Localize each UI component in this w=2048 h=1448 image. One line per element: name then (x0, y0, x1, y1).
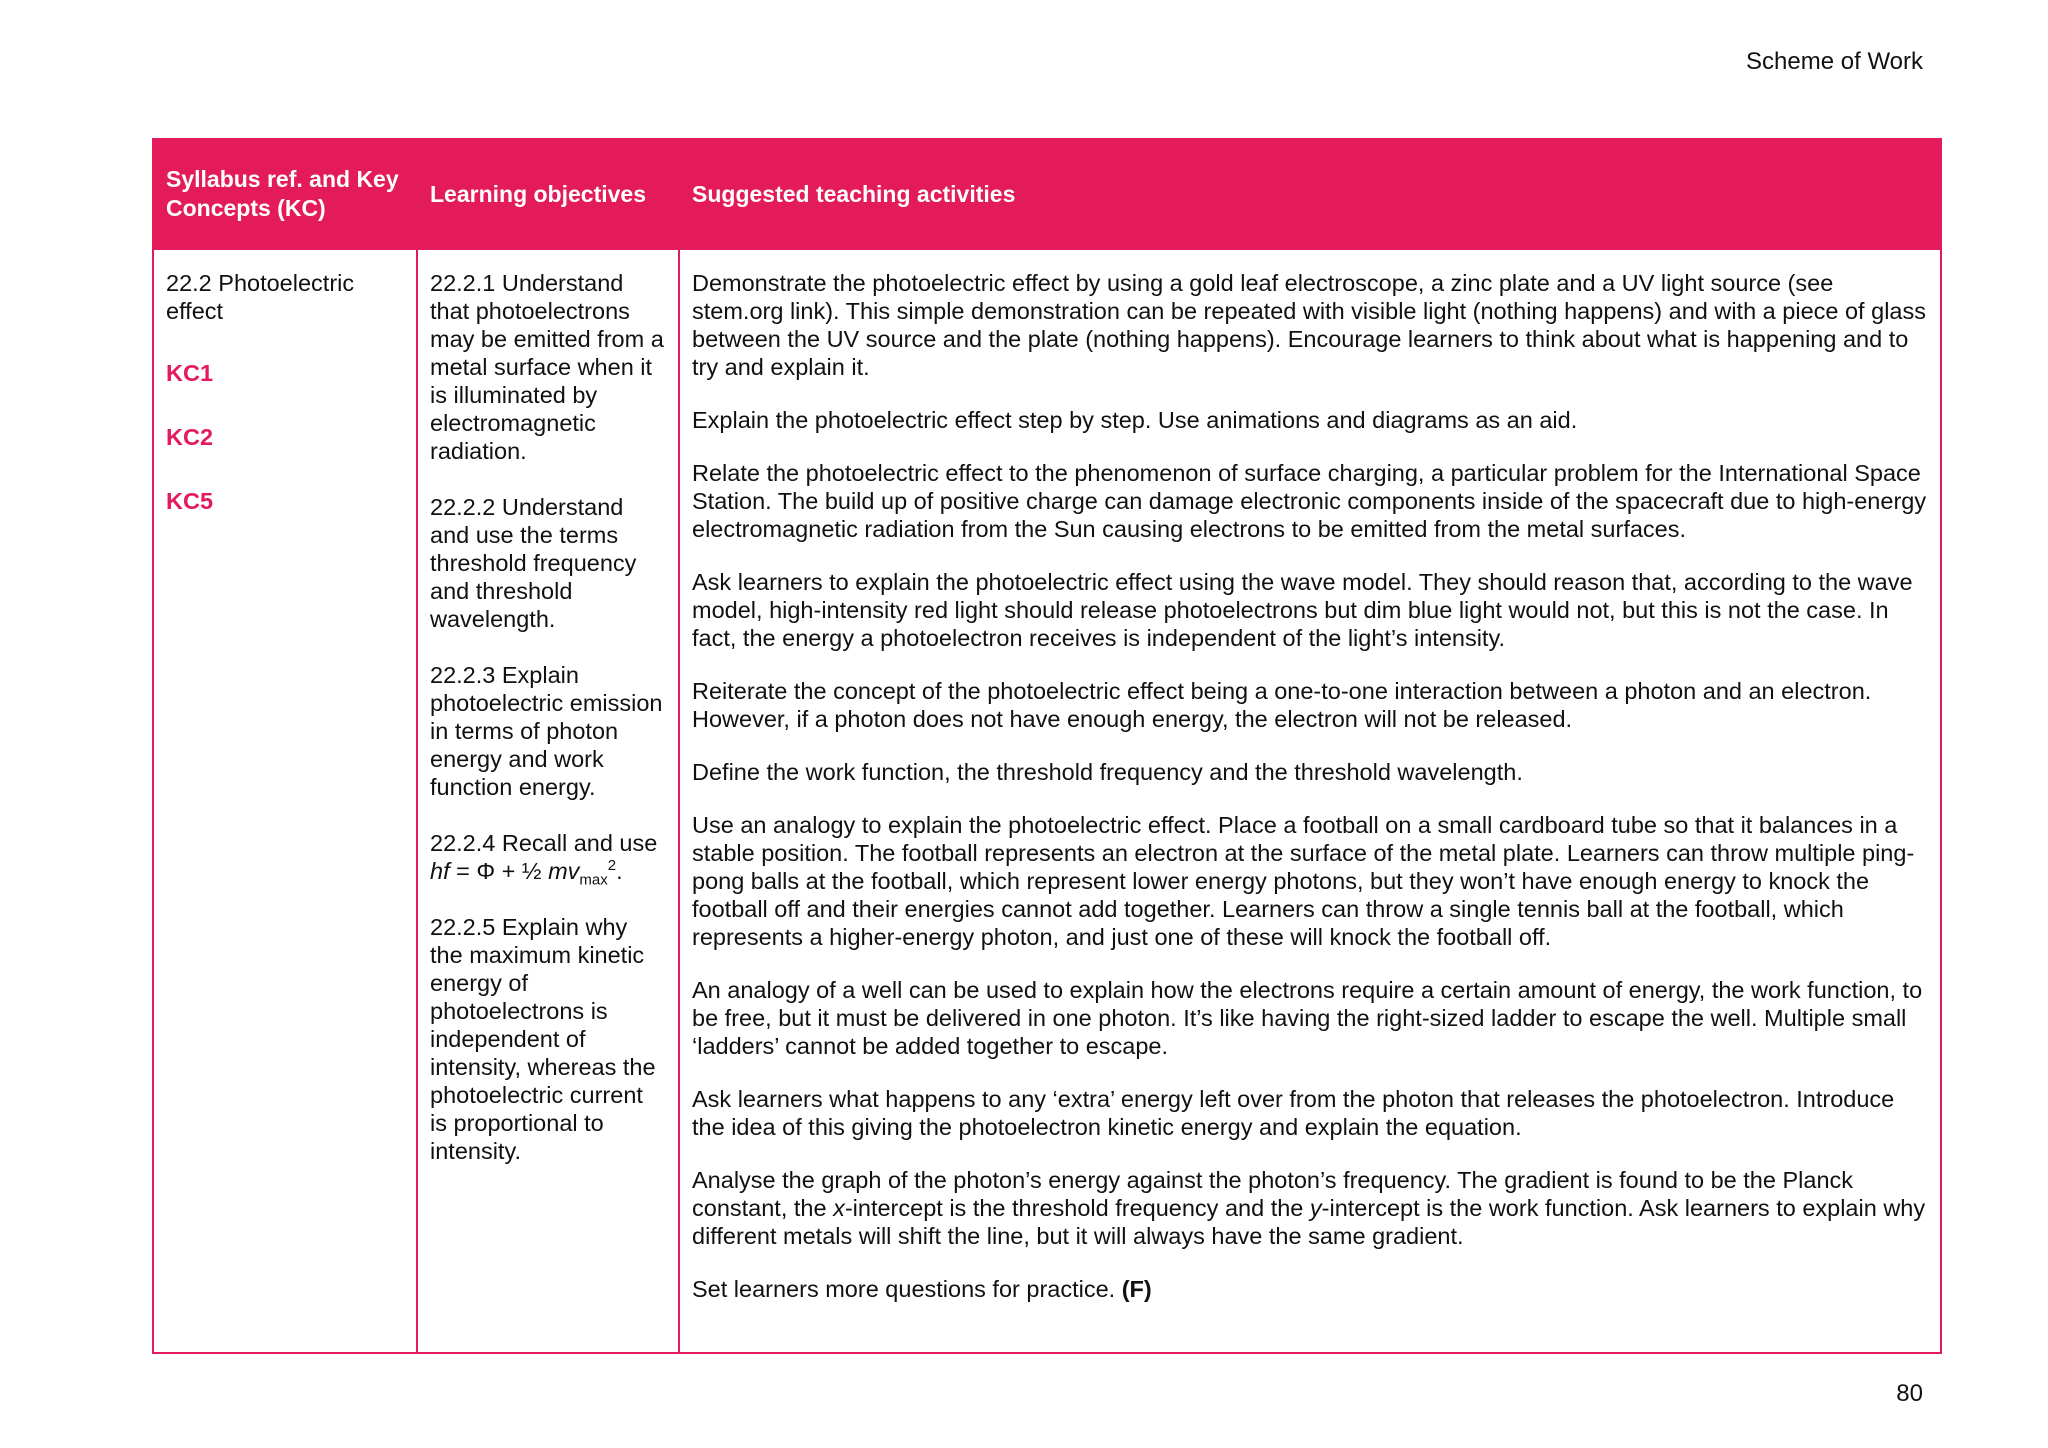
equation-end: . (616, 858, 623, 884)
header-learning-objectives: Learning objectives (417, 139, 679, 249)
page-number: 80 (1896, 1380, 1923, 1407)
table-header-row (153, 139, 1941, 249)
activity-paragraph: An analogy of a well can be used to explain how the electrons require a certain amount of energy, the work function, to be free, but it must be delivered in one photon. It’s like having the right-sized ladder to escape the well. Multiple small ‘ladders’ cannot be added together to escape. (692, 977, 1923, 1059)
objective-text: 22.2.4 Recall and use (430, 830, 658, 856)
y-variable: y (1309, 1195, 1322, 1221)
header-syllabus-ref: Syllabus ref. and Key Concepts (KC) (153, 139, 417, 249)
activity-paragraph: Define the work function, the threshold frequency and the threshold wavelength. (692, 759, 1523, 785)
formative-tag: (F) (1121, 1276, 1152, 1302)
syllabus-ref: 22.2 Photoelectric effect (166, 270, 355, 324)
objective-22-2-1: 22.2.1 Understand that photoelectrons may be emitted from a metal surface when it is illuminated by electromagnetic radiation. (430, 270, 664, 464)
objective-22-2-4 (430, 829, 666, 889)
table-row (153, 249, 1941, 1353)
key-concept-kc2: KC2 (166, 424, 214, 450)
equation-mid: = Φ + ½ (449, 858, 549, 884)
page-header-title: Scheme of Work (1746, 48, 1923, 75)
activity-paragraph: Explain the photoelectric effect step by step. Use animations and diagrams as an aid. (692, 407, 1578, 433)
equation-mv: mv (548, 858, 580, 884)
learning-objectives-cell (417, 249, 679, 1353)
activity-text: -intercept is the work function. Ask learners to explain why different metals will shift the line, but it will always have the same gradient. (692, 1195, 1926, 1249)
objective-22-2-3: 22.2.3 Explain photoelectric emission in terms of photon energy and work function energy. (430, 662, 663, 800)
activity-paragraph: Relate the photoelectric effect to the phenomenon of surface charging, a particular problem for the International Space Station. The build up of positive charge can damage electronic components inside of the spacecraft due to high-energy electromagnetic radiation from the Sun causing electrons to be emitted from the metal surfaces. (692, 460, 1927, 542)
activity-text: Analyse the graph of the photon’s energy against the photon’s frequency. The gradient is found to be the Planck constant, the (692, 1167, 1854, 1221)
syllabus-cell (153, 249, 417, 1353)
header-teaching-activities: Suggested teaching activities (679, 139, 1941, 249)
key-concept-kc1: KC1 (166, 360, 214, 386)
activity-text: Set learners more questions for practice. (692, 1276, 1122, 1302)
equation-hf: hf (430, 858, 450, 884)
activity-paragraph: Ask learners to explain the photoelectric effect using the wave model. They should reason that, according to the wave model, high-intensity red light should release photoelectrons but dim blue light would not, but this is not the case. In fact, the energy a photoelectron receives is independent of the light’s intensity. (692, 569, 1913, 651)
activity-paragraph: Demonstrate the photoelectric effect by using a gold leaf electroscope, a zinc plate and a UV light source (see stem.org link). This simple demonstration can be repeated with visible light (nothing happens) and with a piece of glass between the UV source and the plate (nothing happens). Encourage learners to think about what is happening and to try and explain it. (692, 270, 1926, 380)
objective-22-2-5: 22.2.5 Explain why the maximum kinetic energy of photoelectrons is independent of intensity, whereas the photoelectric current is proportional to intensity. (430, 914, 656, 1164)
activity-paragraph (692, 1166, 1928, 1250)
scheme-of-work-table (152, 138, 1942, 1354)
teaching-activities-cell (679, 249, 1941, 1353)
equation-superscript: 2 (607, 857, 617, 875)
equation-subscript: max (579, 871, 608, 889)
x-variable: x (833, 1195, 845, 1221)
activity-paragraph: Ask learners what happens to any ‘extra’ energy left over from the photon that releases the photoelectron. Introduce the idea of this giving the photoelectron kinetic energy and explain the equation. (692, 1086, 1895, 1140)
activity-paragraph: Reiterate the concept of the photoelectric effect being a one-to-one interaction between a photon and an electron. However, if a photon does not have enough energy, the electron will not be released. (692, 678, 1872, 732)
objective-22-2-2: 22.2.2 Understand and use the terms threshold frequency and threshold wavelength. (430, 494, 637, 632)
activity-paragraph: Use an analogy to explain the photoelectric effect. Place a football on a small cardboard tube so that it balances in a stable position. The football represents an electron at the surface of the metal plate. Learners can throw multiple ping-pong balls at the football, which represent lower energy photons, but they won’t have enough energy to knock the football off and their energies cannot add together. Learners can throw a single tennis ball at the football, which represents a higher-energy photon, and just one of these will knock the football off. (692, 812, 1915, 950)
activity-paragraph (692, 1275, 1928, 1303)
activity-text: -intercept is the threshold frequency and the (844, 1195, 1310, 1221)
key-concept-kc5: KC5 (166, 488, 214, 514)
